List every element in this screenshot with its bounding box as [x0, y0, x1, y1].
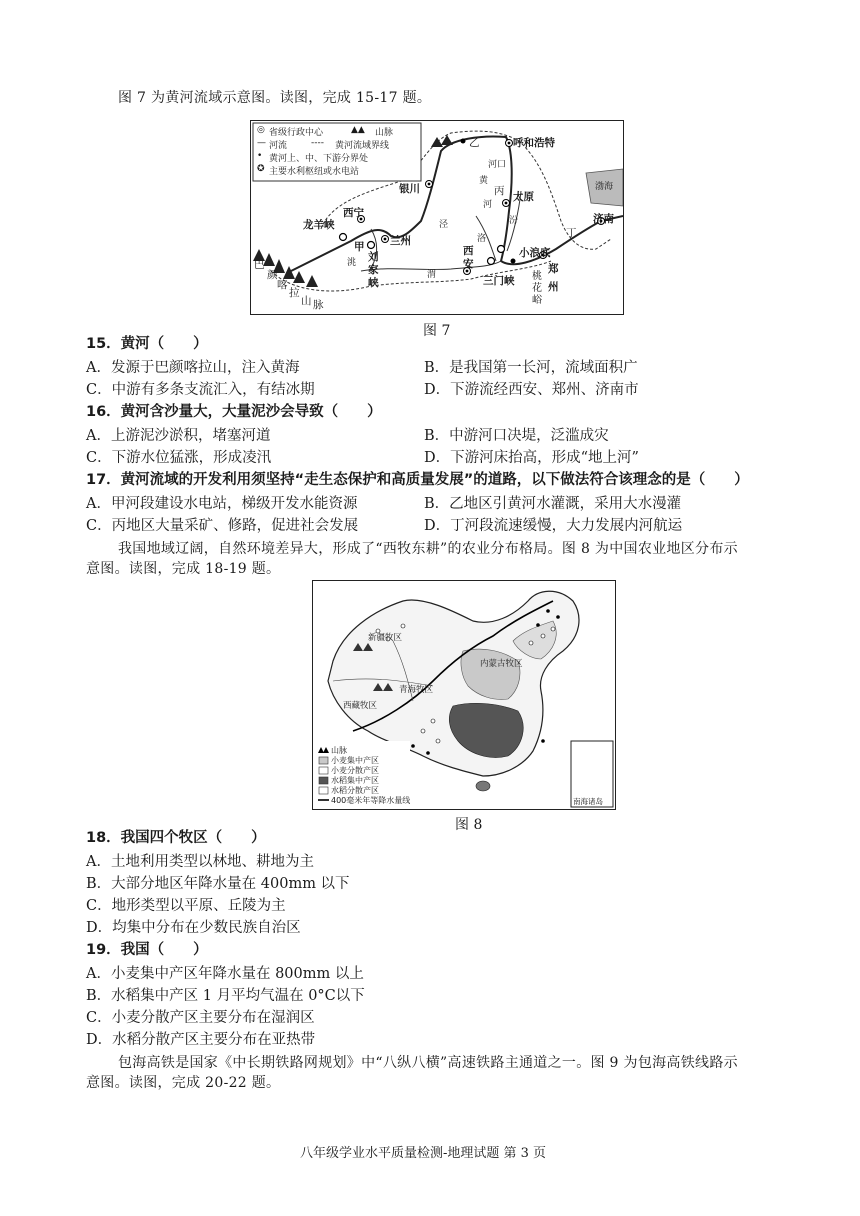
legend8-isohyet: 400毫米年等降水量线: [331, 796, 411, 805]
q17-stem: 17．黄河流域的开发利用须坚持“走生态保护和高质量发展”的道路，以下做法符合该理念的是（ ）: [86, 472, 749, 488]
q15-option-b: B．是我国第一长河，流域面积广: [424, 360, 638, 376]
label-bing: 丙: [494, 185, 505, 197]
legend-river: 河流: [269, 141, 288, 151]
label-sanmenxia: 三门峡: [483, 275, 515, 287]
label-taohua-1: 桃: [532, 271, 542, 282]
label-river-huang: 黄: [479, 176, 489, 186]
label-mountain-2: 颜: [267, 269, 278, 281]
legend-river-icon: —: [257, 138, 266, 148]
legend8-wheat-scatter: 小麦分散产区: [331, 766, 379, 775]
q15-stem: 15．黄河（ ）: [86, 336, 208, 352]
label-huhehaote: 呼和浩特: [513, 137, 555, 149]
q16-option-d: D．下游河床抬高，形成“地上河”: [424, 450, 639, 466]
legend-boundary-icon: ----: [311, 138, 324, 148]
q17-option-d: D．丁河段流速缓慢，大力发展内河航运: [424, 518, 683, 534]
legend-capital: 省级行政中心: [269, 128, 324, 138]
label-jinan: 济南: [593, 213, 614, 225]
china-agriculture-map: [312, 580, 616, 810]
q15-option-c: C．中游有多条支流汇入，有结冰期: [86, 382, 315, 398]
q16-option-c: C．下游水位猛涨，形成凌汛: [86, 450, 272, 466]
legend-station-icon: ✪: [257, 164, 265, 174]
q15-option-d: D．下游流经西安、郑州、济南市: [424, 382, 639, 398]
q18-option-d: D．均集中分布在少数民族自治区: [86, 920, 301, 936]
legend8-rice-main: 水稻集中产区: [331, 776, 379, 785]
legend8-mountain: 山脉: [331, 746, 347, 755]
label-mountain-6: 脉: [313, 299, 324, 311]
legend8-rice-scatter: 水稻分散产区: [331, 786, 379, 795]
label-river-fen: 汾: [509, 216, 519, 226]
label-zhengzhou-1: 郑: [548, 263, 559, 275]
q19-option-b: B．水稻集中产区 1 月平均气温在 0°C以下: [86, 988, 365, 1004]
label-bohai: 渤海: [595, 182, 614, 192]
label-ding: 丁: [566, 227, 577, 239]
label-liujiaxia-3: 峡: [368, 277, 379, 289]
label-nanhai: 南海诸岛: [573, 797, 603, 806]
q18-stem: 18．我国四个牧区（ ）: [86, 830, 266, 846]
label-yinchuan: 银川: [399, 183, 420, 195]
label-xinjiang: 新疆牧区: [368, 633, 403, 643]
label-lanzhou: 兰州: [390, 235, 411, 247]
q19-option-a: A．小麦集中产区年降水量在 800mm 以上: [86, 966, 364, 982]
intro-fig7: 图 7 为黄河流域示意图。读图，完成 15-17 题。: [118, 90, 432, 106]
q18-option-c: C．地形类型以平原、丘陵为主: [86, 898, 286, 914]
label-qinghai: 青海牧区: [399, 685, 434, 695]
label-river-jing: 泾: [439, 220, 449, 230]
label-xizang: 西藏牧区: [343, 701, 378, 711]
label-river-tao: 洮: [347, 258, 357, 268]
label-xiaolangdi: 小浪底: [519, 247, 551, 259]
legend-boundary: 黄河流域界线: [335, 141, 390, 151]
legend-station: 主要水利枢纽或水电站: [269, 167, 360, 177]
q17-option-c: C．丙地区大量采矿、修路，促进社会发展: [86, 518, 359, 534]
label-liujiaxia-1: 刘: [368, 251, 379, 263]
q19-stem: 19．我国（ ）: [86, 942, 208, 958]
label-river-wei: 渭: [427, 270, 437, 280]
label-river-luo: 洛: [477, 234, 487, 244]
q16-option-a: A．上游泥沙淤积，堵塞河道: [86, 428, 271, 444]
label-xian-1: 西: [463, 245, 474, 257]
fig8-caption: 图 8: [455, 817, 483, 833]
legend-division: 黄河上、中、下游分界处: [269, 154, 369, 164]
q16-option-b: B．中游河口决堤，泛滥成灾: [424, 428, 609, 444]
page-footer: 八年级学业水平质量检测-地理试题 第 3 页: [300, 1146, 547, 1161]
label-taohua-2: 花: [532, 283, 542, 294]
label-yi: 乙: [469, 137, 480, 149]
q16-stem: 16．黄河含沙量大，大量泥沙会导致（ ）: [86, 404, 382, 420]
label-neimenggu: 内蒙古牧区: [480, 659, 523, 669]
label-river-he: 河: [483, 200, 493, 210]
fig7-caption: 图 7: [423, 323, 451, 339]
q19-option-c: C．小麦分散产区主要分布在湿润区: [86, 1010, 315, 1026]
label-mountain-3: 喀: [277, 279, 288, 291]
intro-fig9-line1: 包海高铁是国家《中长期铁路网规划》中“八纵八横”高速铁路主通道之一。图 9 为包海高铁线路示: [118, 1055, 738, 1071]
label-hekou: 河口: [488, 160, 507, 170]
legend-capital-icon: ◎: [257, 125, 265, 135]
legend-division-icon: •: [257, 151, 263, 161]
label-xian-2: 安: [463, 258, 474, 270]
label-longyangxia: 龙羊峡: [303, 219, 335, 231]
yellow-river-map: [250, 120, 624, 315]
label-liujiaxia-2: 家: [368, 264, 379, 276]
intro-fig8-line2: 意图。读图，完成 18-19 题。: [86, 561, 281, 577]
label-xining: 西宁: [343, 207, 364, 219]
q17-option-a: A．甲河段建设水电站，梯级开发水能资源: [86, 496, 358, 512]
q15-option-a: A．发源于巴颜喀拉山，注入黄海: [86, 360, 300, 376]
q17-option-b: B．乙地区引黄河水灌溉，采用大水漫灌: [424, 496, 682, 512]
label-jia: 甲: [354, 241, 365, 253]
q18-option-a: A．土地利用类型以林地、耕地为主: [86, 854, 314, 870]
label-taiyuan: 太原: [513, 191, 534, 203]
q18-option-b: B．大部分地区年降水量在 400mm 以下: [86, 876, 350, 892]
q19-option-d: D．水稻分散产区主要分布在亚热带: [86, 1032, 316, 1048]
label-mountain-1: 巴: [254, 259, 265, 271]
label-zhengzhou-2: 州: [548, 281, 559, 293]
label-mountain-5: 山: [301, 295, 312, 307]
intro-fig9-line2: 意图。读图，完成 20-22 题。: [86, 1075, 281, 1091]
legend8-wheat-main: 小麦集中产区: [331, 756, 379, 765]
label-mountain-4: 拉: [289, 287, 300, 299]
legend-mountain-icon: ▲▲: [351, 125, 365, 135]
intro-fig8-line1: 我国地域辽阔，自然环境差异大，形成了“西牧东耕”的农业分布格局。图 8 为中国农业地区分布示: [118, 541, 738, 557]
label-taohua-3: 峪: [532, 295, 542, 306]
legend-mountain: 山脉: [375, 128, 394, 138]
